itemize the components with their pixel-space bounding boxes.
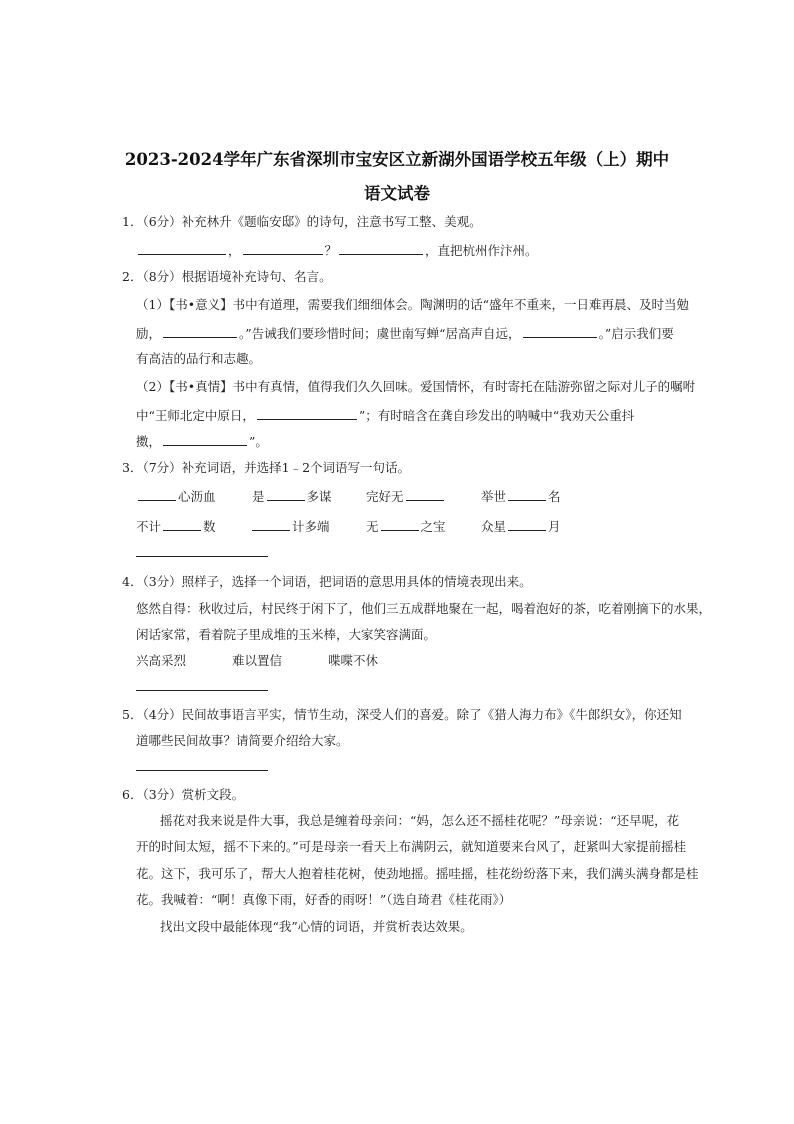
q3-stem: 3．（7分）补充词语，并选择1﹣2个词语写一句话。 <box>122 460 411 475</box>
q3-item <box>481 518 561 535</box>
q4-example-line2: 闲话家常，看着院子里成堆的玉米棒，大家笑容满面。 <box>136 627 437 642</box>
q3-r1-i2-pre: 是 <box>252 489 265 504</box>
q3-blank[interactable] <box>381 518 419 531</box>
q2-part2-line2 <box>136 407 634 424</box>
q6-task: 找出文段中最能体现“我”心情的词语，并赏析表达效果。 <box>160 919 473 934</box>
q3-item <box>252 488 332 505</box>
q3-r2-i4-pre: 众星 <box>481 519 507 534</box>
q4-word: 喋喋不休 <box>328 653 379 668</box>
q5-answer-line[interactable] <box>136 770 268 771</box>
q3-blank[interactable] <box>267 488 305 501</box>
q2-part2-line1: （2）【书•真情】书中有真情，值得我们久久回味。爱国情怀，有时寄托在陆游弥留之际对儿子的嘱咐 <box>136 379 696 394</box>
q3-blank[interactable] <box>163 518 201 531</box>
q2-p2-text-b: ”；有时暗含在龚自珍发出的呐喊中“我劝天公重抖 <box>358 408 635 423</box>
q4-word: 难以置信 <box>232 653 283 668</box>
q3-blank[interactable] <box>508 518 546 531</box>
q3-blank[interactable] <box>252 518 290 531</box>
q2-blank-3[interactable] <box>257 407 357 420</box>
q2-p2-text-a: 中“王师北定中原日， <box>136 408 255 423</box>
q3-r1-i1-post: 心沥血 <box>178 489 216 504</box>
q1-answer-line <box>136 242 538 259</box>
exam-title-line2: 语文试卷 <box>364 184 430 203</box>
q4-word-list <box>136 653 424 669</box>
q3-answer-line[interactable] <box>136 556 268 557</box>
q6-passage-line4: 花。我喊着：“啊！真像下雨，好香的雨呀！”（选自琦君《桂花雨》） <box>136 892 512 907</box>
q6-passage-line1: 摇花对我来说是件大事，我总是缠着母亲问：“妈，怎么还不摇桂花呢？”母亲说：“还早呢，花 <box>160 813 680 828</box>
q3-item <box>136 518 216 535</box>
q1-stem: 1．（6分）补充林升《题临安邸》的诗句，注意书写工整、美观。 <box>122 214 482 229</box>
q4-word: 兴高采烈 <box>136 653 187 668</box>
exam-title-line1: 2023-2024学年广东省深圳市宝安区立新湖外国语学校五年级（上）期中 <box>124 150 670 169</box>
q1-sep-1: ， <box>228 243 241 258</box>
q3-r2-i2-post: 计多端 <box>292 519 330 534</box>
q6-stem: 6．（3分）赏析文段。 <box>122 787 245 802</box>
q2-part1-line1: （1）【书•意义】书中有道理，需要我们细细体会。陶渊明的话“盛年不重来，一日难再晨、及时当勉 <box>136 297 689 312</box>
q3-item <box>136 488 216 505</box>
q2-blank-1[interactable] <box>163 325 237 338</box>
q3-r2-i4-post: 月 <box>548 519 561 534</box>
q3-r2-i3-post: 之宝 <box>420 519 446 534</box>
q3-r1-i3-pre: 完好无 <box>366 489 404 504</box>
q3-blank[interactable] <box>138 488 176 501</box>
q3-blank[interactable] <box>508 488 546 501</box>
q2-p1-text-c: 。”启示我们要 <box>598 326 674 341</box>
q2-stem: 2．（8分）根据语境补充诗句、名言。 <box>122 269 332 284</box>
q4-answer-line[interactable] <box>136 690 268 691</box>
q5-line2: 道哪些民间故事？请简要介绍给大家。 <box>136 733 349 748</box>
q3-r2-i3-pre: 无 <box>366 519 379 534</box>
q3-item <box>481 488 561 505</box>
q6-passage-line3: 花。这下，我可乐了，帮大人抱着桂花树，使劲地摇。摇哇摇，桂花纷纷落下来，我们满头满身都是桂 <box>136 866 699 881</box>
q2-blank-4[interactable] <box>163 433 247 446</box>
q2-p2-text-c: 擞， <box>136 434 162 449</box>
q1-sep-2: ？ <box>324 243 338 258</box>
q1-blank-1[interactable] <box>138 242 226 255</box>
q1-blank-2[interactable] <box>243 242 323 255</box>
q2-blank-2[interactable] <box>523 325 597 338</box>
q4-example-line1: 悠然自得：秋收过后，村民终于闲下了，他们三五成群地聚在一起，喝着泡好的茶，吃着刚摘下的水果， <box>136 601 712 616</box>
q2-p2-text-d: ”。 <box>249 434 268 449</box>
q4-stem: 4．（3分）照样子，选择一个词语，把词语的意思用具体的情境表现出来。 <box>122 574 532 589</box>
q3-r2-i1-pre: 不计 <box>136 519 162 534</box>
q2-part2-line3 <box>136 433 268 450</box>
q3-blank[interactable] <box>406 488 444 501</box>
q1-blank-3[interactable] <box>339 242 423 255</box>
q2-part1-line2 <box>136 325 674 342</box>
q2-p1-text-a: 励， <box>136 326 162 341</box>
q3-r1-i4-post: 名 <box>548 489 561 504</box>
q5-line1: 5．（4分）民间故事语言平实，情节生动，深受人们的喜爱。除了《猎人海力布》《牛郎织女》，你还知 <box>122 707 682 722</box>
q3-item <box>250 518 330 535</box>
q2-p1-text-b: 。”告诫我们要珍惜时间；虞世南写蝉“居高声自远， <box>239 326 521 341</box>
q3-item <box>366 518 446 535</box>
q2-part1-line3: 有高洁的品行和志趣。 <box>136 351 262 366</box>
q3-r2-i1-post: 数 <box>203 519 216 534</box>
q1-tail: ，直把杭州作汴州。 <box>425 243 538 258</box>
q6-passage-line2: 开的时间太短，摇不下来的。”可是母亲一看天上布满阴云，就知道要来台风了，赶紧叫大家提前摇桂 <box>136 839 687 854</box>
q3-r1-i4-pre: 举世 <box>481 489 507 504</box>
q3-item <box>366 488 446 505</box>
q3-r1-i2-post: 多谋 <box>306 489 332 504</box>
